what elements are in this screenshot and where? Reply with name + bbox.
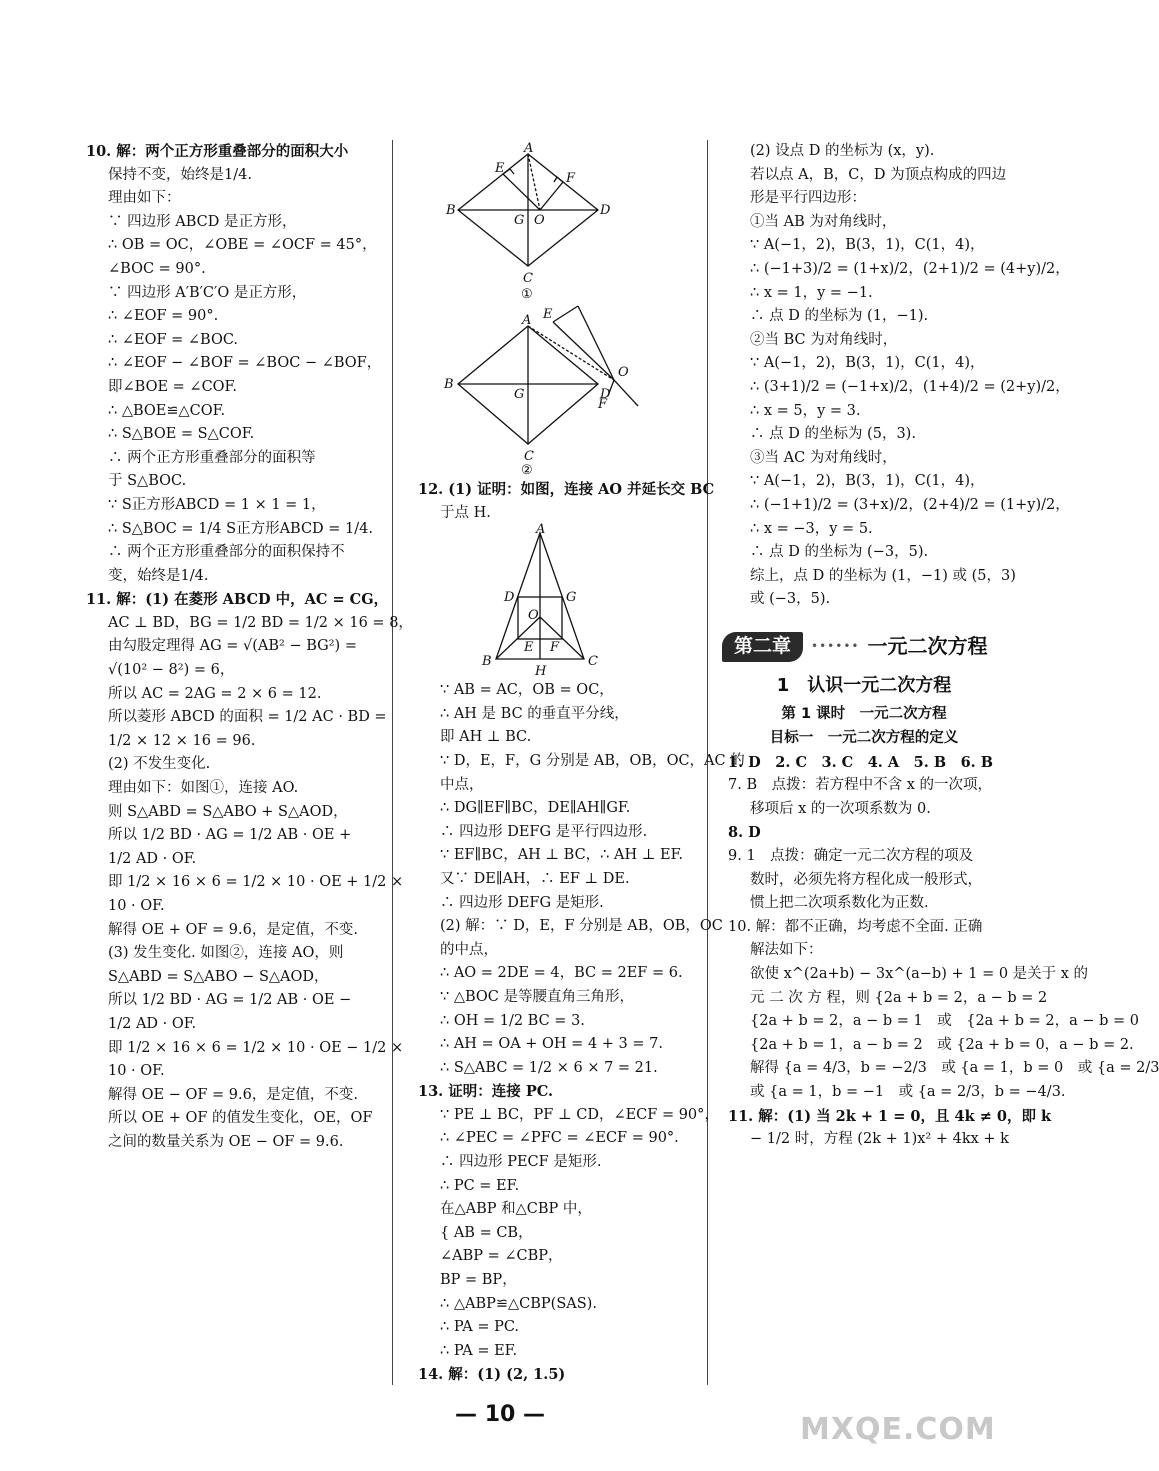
text-line: ∠ABP = ∠CBP， xyxy=(440,1248,563,1265)
text-line: 若以点 A，B，C，D 为顶点构成的四边 xyxy=(750,166,1007,183)
page-number: — 10 — xyxy=(455,1402,545,1427)
svg-text:B: B xyxy=(482,654,492,670)
text-line: ①当 AB 为对角线时， xyxy=(750,213,897,230)
svg-text:A: A xyxy=(536,522,546,538)
svg-text:D: D xyxy=(504,590,515,606)
text-line: 10 · OF. xyxy=(108,898,165,914)
figure-2-number: ② xyxy=(521,463,533,478)
text-line: 所以 1/2 BD · AG = 1/2 AB · OE + xyxy=(108,827,352,844)
text-line: ∴ (3+1)/2 = (−1+x)/2，(1+4)/2 = (2+y)/2， xyxy=(750,378,1070,395)
chapter-heading xyxy=(722,630,1000,664)
text-line: 9. 1 点拨：确定一元二次方程的项及 xyxy=(728,848,974,865)
text-line: ∴ 四边形 DEFG 是平行四边形. xyxy=(440,823,648,840)
text-line: 则 S△ABD = S△ABO + S△AOD， xyxy=(108,803,348,820)
text-line: 10 · OF. xyxy=(108,1063,165,1080)
svg-text:O: O xyxy=(528,608,539,624)
text-line: 于 S△BOC. xyxy=(108,473,187,490)
text-line: ∴ OH = 1/2 BC = 3. xyxy=(440,1012,585,1029)
text-line: 即 1/2 × 16 × 6 = 1/2 × 10 · OE − 1/2 × xyxy=(108,1039,404,1056)
text-line: {2a + b = 2，a − b = 1 或 {2a + b = 2，a − b = 0 xyxy=(750,1013,1139,1030)
text-line: ∴ PA = PC. xyxy=(440,1319,520,1336)
text-line: ∵ A(−1，2)，B(3，1)，C(1，4)， xyxy=(750,237,985,254)
text-line: ∵ S正方形ABCD = 1 × 1 = 1， xyxy=(108,496,326,513)
text-line: 所以 AC = 2AG = 2 × 6 = 12. xyxy=(108,685,322,702)
text-line: ∴ (−1+3)/2 = (1+x)/2，(2+1)/2 = (4+y)/2， xyxy=(750,260,1070,277)
text-line: 所以 1/2 BD · AG = 1/2 AB · OE − xyxy=(108,992,352,1009)
text-line: 数时，必须先将方程化成一般形式， xyxy=(750,871,982,888)
text-line: 保持不变，始终是1/4. xyxy=(108,166,252,183)
text-line: ∠BOC = 90°. xyxy=(108,260,206,277)
text-line: 又∵ DE∥AH，∴ EF ⊥ DE. xyxy=(440,870,630,887)
text-line: {2a + b = 1，a − b = 2 或 {2a + b = 0，a − b = 2. xyxy=(750,1036,1134,1053)
svg-text:D: D xyxy=(600,203,611,218)
text-line: ∵ AB = AC，OB = OC， xyxy=(440,682,614,699)
figure-2-rhombus xyxy=(418,304,690,476)
text-line: 理由如下： xyxy=(108,190,181,207)
text-line: ∴ 点 D 的坐标为 (1，−1). xyxy=(750,308,929,325)
text-line: ∵ △BOC 是等腰直角三角形， xyxy=(440,988,635,1005)
text-line: ∴ ∠EOF = 90°. xyxy=(108,308,219,325)
text-line: 13. 证明：连接 PC. xyxy=(418,1083,554,1101)
text-line: 由勾股定理得 AG = √(AB² − BG²) = xyxy=(108,638,357,655)
text-line: BP = BP， xyxy=(440,1272,517,1289)
text-line: ∴ 四边形 PECF 是矩形. xyxy=(440,1154,602,1171)
text-line: (2) 解：∵ D，E，F 分别是 AB，OB，OC xyxy=(440,918,723,935)
chapter-dots: •••••• xyxy=(811,639,860,654)
text-line: ②当 BC 为对角线时， xyxy=(750,331,898,348)
text-line: ∴ 两个正方形重叠部分的面积等 xyxy=(108,449,316,466)
text-line: 之间的数量关系为 OE − OF = 9.6. xyxy=(108,1133,344,1150)
svg-text:F: F xyxy=(598,397,608,412)
text-line: ∵ PE ⊥ BC，PF ⊥ CD，∠ECF = 90°， xyxy=(440,1106,719,1123)
text-line: (2) 不发生变化. xyxy=(108,756,211,773)
svg-text:D: D xyxy=(600,387,611,402)
svg-text:A: A xyxy=(522,313,532,328)
text-line: S△ABD = S△ABO − S△AOD， xyxy=(108,968,329,985)
text-line: ∵ A(−1，2)，B(3，1)，C(1，4)， xyxy=(750,355,985,372)
svg-text:G: G xyxy=(566,590,577,606)
text-line: ∴ ∠PEC = ∠PFC = ∠ECF = 90°. xyxy=(440,1130,679,1147)
svg-text:O: O xyxy=(618,365,629,380)
text-line: ∴ AH 是 BC 的垂直平分线， xyxy=(440,705,629,722)
text-line: ∴ x = 5，y = 3. xyxy=(750,402,861,419)
text-line: 解得 {a = 4/3，b = −2/3 或 {a = 1，b = 0 或 {a = 2/3 xyxy=(750,1060,1159,1077)
text-line: ∴ AO = 2DE = 4，BC = 2EF = 6. xyxy=(440,965,683,982)
text-line: ∵ A(−1，2)，B(3，1)，C(1，4)， xyxy=(750,473,985,490)
svg-text:O: O xyxy=(534,213,545,228)
text-line: 惯上把二次项系数化为正数. xyxy=(750,895,929,912)
text-line: 或 (−3，5). xyxy=(750,591,831,608)
column-divider-left xyxy=(392,140,393,1385)
text-line: 于点 H. xyxy=(440,504,491,521)
answer-column-left xyxy=(86,140,413,1155)
section-title: 1 认识一元二次方程 xyxy=(776,674,952,696)
text-line: 形是平行四边形： xyxy=(750,190,866,207)
text-line: ∵ 四边形 A′B′C′O 是正方形， xyxy=(108,284,307,301)
svg-text:G: G xyxy=(514,387,525,402)
text-line: 1/2 × 12 × 16 = 96. xyxy=(108,732,256,749)
watermark-logo: MXQE.COM xyxy=(800,1412,996,1447)
svg-text:F: F xyxy=(566,171,576,186)
text-line: 即 AH ⊥ BC. xyxy=(440,729,532,746)
text-line: ∴ ∠EOF − ∠BOF = ∠BOC − ∠BOF， xyxy=(108,355,382,372)
text-line: ∴ PA = EF. xyxy=(440,1342,518,1359)
text-line: 解法如下： xyxy=(750,942,823,959)
text-line: ∴ AH = OA + OH = 4 + 3 = 7. xyxy=(440,1036,663,1053)
text-line: √(10² − 8²) = 6， xyxy=(108,662,235,679)
text-line: 10. 解：两个正方形重叠部分的面积大小 xyxy=(86,143,349,160)
svg-text:C: C xyxy=(524,449,534,464)
text-line: ∴ ∠EOF = ∠BOC. xyxy=(108,331,239,348)
text-line: (3) 发生变化. 如图②，连接 AO，则 xyxy=(108,945,344,962)
text-line: 1/2 AD · OF. xyxy=(108,1015,197,1032)
text-line: 即∠BOE = ∠COF. xyxy=(108,378,237,395)
lesson-title: 第 1 课时 一元二次方程 xyxy=(781,706,947,723)
svg-text:A: A xyxy=(524,141,534,156)
text-line: ∴ △BOE≌△COF. xyxy=(108,402,226,419)
answer-column-right xyxy=(728,140,1159,1152)
svg-text:C: C xyxy=(588,654,598,670)
svg-text:B: B xyxy=(446,203,456,218)
text-line: ∴ 四边形 DEFG 是矩形. xyxy=(440,894,604,911)
text-line: 的中点， xyxy=(440,941,498,958)
text-line: ∵ D，E，F，G 分别是 AB，OB，OC，AC 的 xyxy=(440,752,745,769)
text-line: 欲使 x^(2a+b) − 3x^(a−b) + 1 = 0 是关于 x 的 xyxy=(750,966,1089,982)
text-line: 综上，点 D 的坐标为 (1，−1) 或 (5，3) xyxy=(750,567,1016,584)
text-line: ∴ △ABP≌△CBP(SAS). xyxy=(440,1295,597,1312)
text-line: 11. 解：(1) 在菱形 ABCD 中，AC = CG， xyxy=(86,591,389,609)
text-line: ∴ 两个正方形重叠部分的面积保持不 xyxy=(108,544,345,561)
text-line: ∴ x = 1，y = −1. xyxy=(750,284,873,301)
text-line: 元 二 次 方 程，则 {2a + b = 2，a − b = 2 xyxy=(750,989,1048,1006)
text-line: 所以菱形 ABCD 的面积 = 1/2 AC · BD = xyxy=(108,709,387,726)
chapter-tag: 第二章 xyxy=(722,632,803,662)
text-line: 10. 解：都不正确，均考虑不全面. 正确 xyxy=(728,918,983,935)
text-line: 解得 OE − OF = 9.6，是定值，不变. xyxy=(108,1086,358,1103)
text-line: 解得 OE + OF = 9.6，是定值，不变. xyxy=(108,921,358,938)
text-line: AC ⊥ BD，BG = 1/2 BD = 1/2 × 16 = 8， xyxy=(108,614,413,631)
text-line: 12. (1) 证明：如图，连接 AO 并延长交 BC xyxy=(418,481,715,498)
text-line: ∴ S△ABC = 1/2 × 6 × 7 = 21. xyxy=(440,1059,658,1076)
figure-1-rhombus xyxy=(418,142,690,302)
text-line: ∴ S△BOC = 1/4 S正方形ABCD = 1/4. xyxy=(108,520,373,537)
svg-text:F: F xyxy=(550,640,560,656)
text-line: (2) 设点 D 的坐标为 (x，y). xyxy=(750,143,935,159)
svg-text:E: E xyxy=(524,640,534,656)
figure-3-triangle xyxy=(418,522,690,680)
text-line: 11. 解：(1) 当 2k + 1 = 0，且 4k ≠ 0，即 k xyxy=(728,1107,1052,1125)
text-line: ∴ PC = EF. xyxy=(440,1177,520,1194)
svg-text:H: H xyxy=(535,664,547,680)
svg-text:C: C xyxy=(523,271,533,286)
text-line: 理由如下：如图①，连接 AO. xyxy=(108,780,299,797)
text-line: 8. D xyxy=(728,824,761,842)
text-line: 即 1/2 × 16 × 6 = 1/2 × 10 · OE + 1/2 × xyxy=(108,874,404,891)
text-line: ∵ 四边形 ABCD 是正方形， xyxy=(108,213,297,230)
text-line: 或 {a = 1，b = −1 或 {a = 2/3，b = −4/3. xyxy=(750,1083,1066,1100)
text-line: ∴ (−1+1)/2 = (3+x)/2，(2+4)/2 = (1+y)/2， xyxy=(750,496,1070,513)
text-line: ∵ EF∥BC，AH ⊥ BC，∴ AH ⊥ EF. xyxy=(440,847,683,864)
text-line: 14. 解：(1) (2, 1.5) xyxy=(418,1366,566,1384)
text-line: ∴ 点 D 的坐标为 (5，3). xyxy=(750,426,916,443)
svg-text:E: E xyxy=(543,307,553,322)
svg-text:G: G xyxy=(514,213,525,228)
text-line: ∴ S△BOE = S△COF. xyxy=(108,426,255,443)
text-line: ∴ 点 D 的坐标为 (−3，5). xyxy=(750,544,929,561)
text-line: { AB = CB， xyxy=(440,1224,533,1241)
text-line: 1/2 AD · OF. xyxy=(108,850,197,867)
text-line: ③当 AC 为对角线时， xyxy=(750,449,897,466)
text-line: ∴ DG∥EF∥BC，DE∥AH∥GF. xyxy=(440,800,631,817)
figure-1-number: ① xyxy=(521,287,533,302)
chapter-title: 一元二次方程 xyxy=(867,634,988,659)
svg-text:E: E xyxy=(495,161,505,176)
text-line: 变，始终是1/4. xyxy=(108,567,209,584)
text-line: 所以 OE + OF 的值发生变化，OE，OF xyxy=(108,1110,373,1127)
text-line: 7. B 点拨：若方程中不含 x 的一次项， xyxy=(728,777,992,794)
goal-title: 目标一 一元二次方程的定义 xyxy=(769,730,959,747)
text-line: ∴ x = −3，y = 5. xyxy=(750,520,873,537)
text-line: 在△ABP 和△CBP 中， xyxy=(440,1201,592,1218)
text-line: 移项后 x 的一次项系数为 0. xyxy=(750,800,931,817)
text-line: ∴ OB = OC，∠OBE = ∠OCF = 45°， xyxy=(108,237,377,254)
text-line: 1. D 2. C 3. C 4. A 5. B 6. B xyxy=(728,753,994,771)
text-line: − 1/2 时，方程 (2k + 1)x² + 4kx + k xyxy=(750,1131,1009,1148)
svg-text:B: B xyxy=(444,377,454,392)
text-line: 中点， xyxy=(440,776,484,793)
